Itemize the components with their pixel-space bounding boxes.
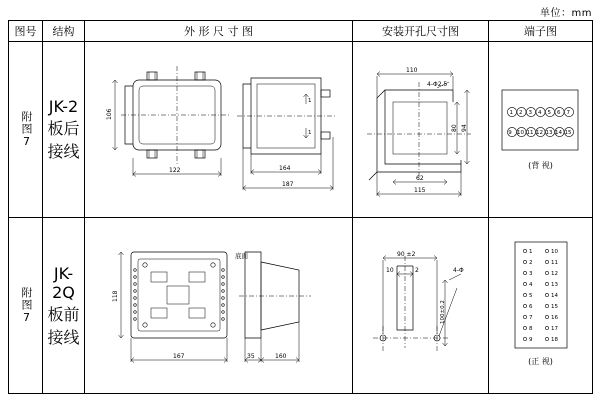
svg-text:122: 122 — [169, 167, 181, 174]
svg-text:94: 94 — [461, 124, 468, 132]
svg-text:4-Φ2.5: 4-Φ2.5 — [427, 81, 448, 88]
svg-text:13: 13 — [551, 282, 558, 288]
structure-latin-1: JK-2 — [48, 97, 79, 116]
svg-text:9: 9 — [529, 337, 533, 343]
svg-text:187: 187 — [282, 181, 294, 188]
svg-text:110: 110 — [406, 67, 418, 74]
cell-outline-1 — [85, 42, 353, 218]
svg-text:2: 2 — [529, 260, 533, 266]
svg-text:3: 3 — [529, 271, 533, 277]
svg-text:12: 12 — [536, 130, 543, 137]
outline-drawing-jk2 — [85, 42, 351, 216]
svg-text:13: 13 — [545, 130, 553, 137]
cell-fig-no-1 — [9, 42, 43, 218]
svg-text:90 ±2: 90 ±2 — [397, 251, 416, 258]
dimension-table — [8, 20, 593, 394]
svg-text:115: 115 — [414, 187, 426, 194]
cell-outline-2 — [85, 218, 353, 394]
outline-drawing-jk2q — [85, 218, 351, 392]
svg-text:167: 167 — [173, 353, 185, 360]
svg-text:100±0.2: 100±0.2 — [440, 300, 446, 324]
svg-text:4-Φ: 4-Φ — [453, 267, 464, 274]
cell-terminal-2 — [489, 218, 593, 394]
svg-text:6: 6 — [529, 304, 533, 310]
terminal-view-label-1: (背 视) — [528, 161, 553, 170]
svg-text:2: 2 — [519, 110, 523, 117]
svg-text:底面: 底面 — [235, 252, 248, 260]
svg-text:15: 15 — [564, 130, 572, 137]
svg-text:62: 62 — [416, 175, 424, 182]
header-mounting-drawing: 安装开孔尺寸图 — [353, 21, 489, 42]
cell-mounting-2 — [353, 218, 489, 394]
svg-text:1: 1 — [308, 130, 312, 136]
header-fig-no: 图号 — [9, 21, 43, 42]
svg-text:18: 18 — [551, 337, 558, 343]
svg-text:7: 7 — [529, 315, 533, 321]
terminal-row-top — [507, 107, 573, 116]
cell-mounting-1 — [353, 42, 489, 218]
svg-text:5: 5 — [547, 110, 551, 117]
terminal-right-column — [545, 249, 558, 343]
svg-text:15: 15 — [551, 304, 558, 310]
svg-text:9: 9 — [508, 130, 512, 137]
svg-text:1: 1 — [509, 110, 513, 117]
svg-text:106: 106 — [106, 108, 113, 120]
svg-text:10: 10 — [517, 130, 524, 137]
cell-structure-1 — [43, 42, 85, 218]
svg-text:6: 6 — [557, 110, 561, 117]
svg-text:5: 5 — [529, 293, 533, 299]
terminal-view-label-2: (正 视) — [528, 357, 553, 366]
svg-text:118: 118 — [112, 290, 119, 302]
svg-text:3: 3 — [528, 110, 532, 117]
svg-text:164: 164 — [279, 165, 291, 172]
header-terminal-drawing: 端子图 — [489, 21, 593, 42]
terminal-row-bottom — [507, 127, 573, 136]
structure-cn-2: 板前接线 — [47, 304, 80, 347]
svg-text:17: 17 — [551, 326, 558, 332]
svg-text:8: 8 — [529, 326, 533, 332]
svg-text:35: 35 — [247, 353, 255, 360]
svg-text:11: 11 — [526, 130, 534, 137]
structure-cn-1: 板后接线 — [47, 119, 80, 161]
fig-no-label-2: 附图7 — [19, 286, 33, 325]
table-header-row — [9, 21, 593, 42]
svg-text:1: 1 — [529, 249, 533, 255]
fig-no-label-1: 附图7 — [19, 110, 33, 149]
header-outline-drawing: 外 形 尺 寸 图 — [85, 21, 353, 42]
terminal-diagram-jk2 — [489, 42, 591, 216]
svg-text:4: 4 — [538, 110, 542, 117]
cell-terminal-1 — [489, 42, 593, 218]
svg-text:11: 11 — [551, 260, 558, 266]
table-row — [9, 42, 593, 218]
unit-note: 单位：mm — [540, 8, 592, 19]
svg-text:12: 12 — [551, 271, 558, 277]
svg-text:160: 160 — [275, 353, 287, 360]
svg-text:1: 1 — [308, 98, 312, 104]
svg-text:2: 2 — [415, 267, 419, 274]
svg-text:80: 80 — [451, 124, 458, 132]
mounting-drawing-jk2 — [353, 42, 487, 216]
structure-latin-2: JK-2Q — [52, 263, 75, 302]
svg-text:10: 10 — [551, 249, 558, 255]
svg-text:14: 14 — [551, 293, 558, 299]
svg-text:10: 10 — [386, 267, 394, 274]
cell-structure-2 — [43, 218, 85, 394]
svg-text:7: 7 — [566, 110, 570, 117]
terminal-left-column — [523, 249, 533, 343]
mounting-drawing-jk2q — [353, 218, 487, 392]
svg-text:16: 16 — [551, 315, 558, 321]
svg-text:14: 14 — [555, 130, 562, 137]
table-row — [9, 218, 593, 394]
cell-fig-no-2 — [9, 218, 43, 394]
svg-text:4: 4 — [529, 282, 533, 288]
header-structure: 结构 — [43, 21, 85, 42]
